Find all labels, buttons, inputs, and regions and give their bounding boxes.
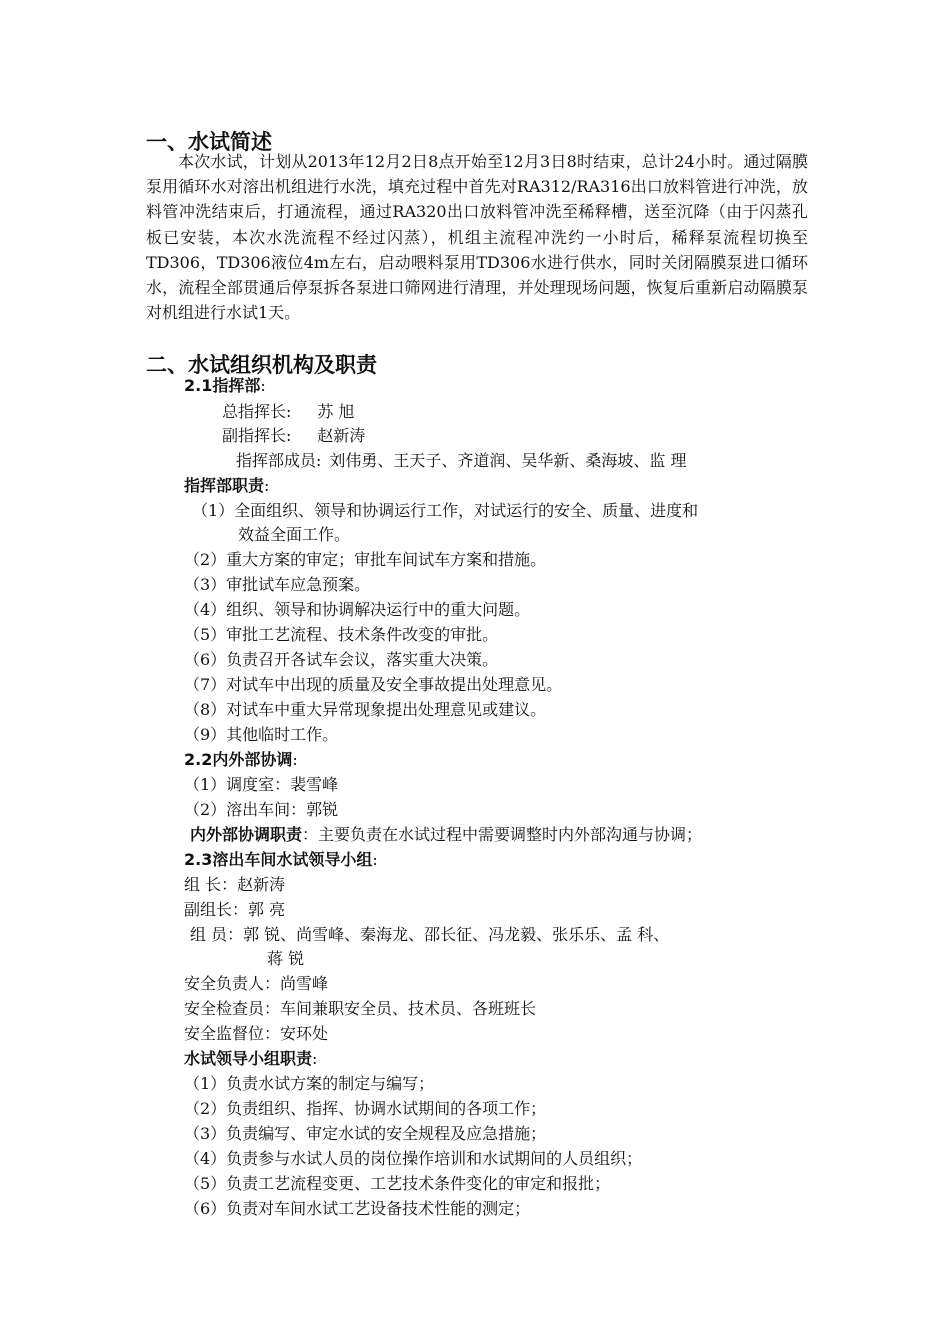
hq-duty-item: （5）审批工艺流程、技术条件改变的审批。 [184,625,499,644]
group-duty-item: （1）负责水试方案的制定与编写； [184,1074,435,1093]
hq-duty-item: （6）负责召开各试车会议，落实重大决策。 [184,650,499,669]
coordination-item: （1）调度室：裴雪峰 [184,775,339,794]
hq-duty-item: （1）全面组织、领导和协调运行工作，对试运行的安全、质量、进度和 [192,501,699,520]
subsection-2-2-title [184,750,298,770]
group-members-row: 组 员：郭 锐、尚雪峰、秦海龙、邵长征、冯龙毅、张乐乐、孟 科、 [190,925,670,944]
group-duty-item: （4）负责参与水试人员的岗位操作培训和水试期间的人员组织； [184,1149,643,1168]
hq-duties-colon: : [264,476,270,495]
hq-duties-title [184,476,269,496]
group-duty-item: （2）负责组织、指挥、协调水试期间的各项工作； [184,1099,547,1118]
group-duty-item: （5）负责工艺流程变更、工艺技术条件变化的审定和报批； [184,1174,611,1193]
subsection-2-1-colon: : [260,376,266,395]
subsection-2-2-title-text: 2.2内外部协调 [184,750,293,769]
chief-commander-row [222,402,355,422]
deputy-commander-label: 副指挥长: [222,426,292,445]
section-1-heading: 一、水试简述 [146,130,272,154]
deputy-commander-name: 赵新涛 [317,426,366,445]
coordination-duties-title: 内外部协调职责 [190,825,303,844]
hq-duties-title-text: 指挥部职责 [184,476,265,495]
subsection-2-1-title-text: 2.1指挥部 [184,376,261,395]
section-2-heading: 二、水试组织机构及职责 [146,353,377,377]
group-leader-row: 组 长：赵新涛 [184,875,286,894]
hq-duty-item: （4）组织、领导和协调解决运行中的重大问题。 [184,600,531,619]
hq-duty-item: （8）对试车中重大异常现象提出处理意见或建议。 [184,700,547,719]
coordination-duties-row [190,825,702,845]
hq-duty-item: 效益全面工作。 [238,525,351,544]
hq-duty-item: （7）对试车中出现的质量及安全事故提出处理意见。 [184,675,563,694]
chief-commander-name: 苏 旭 [317,402,355,421]
hq-members-list: 刘伟勇、王天子、齐道润、吴华新、桑海坡、监 理 [329,451,687,470]
subsection-2-3-title-text: 2.3溶出车间水试领导小组 [184,850,373,869]
coordination-item: （2）溶出车间：郭锐 [184,800,339,819]
chief-commander-label: 总指挥长: [222,402,292,421]
group-duty-item: （6）负责对车间水试工艺设备技术性能的测定； [184,1199,531,1218]
group-duties-colon: : [312,1049,318,1068]
group-duties-title [184,1049,317,1069]
hq-members-row [236,451,687,471]
subsection-2-2-colon: : [292,750,298,769]
group-deputy-row: 副组长：郭 亮 [184,900,286,919]
section-1-body: 本次水试，计划从2013年12月2日8点开始至12月3日8时结束，总计24小时。通过隔膜泵用循环水对溶出机组进行水洗，填充过程中首先对RA312/RA316出口放料管进行冲洗，放料管冲洗结束后，打通流程，通过RA320出口放料管冲洗至稀释槽，送至沉降（由于闪蒸孔板已安装，本次水洗流程不经过闪蒸），机组主流程冲洗约一小时后，稀释泵流程切换至TD306，TD306液位4m左右，启动喂料泵用TD306水进行供水，同时关闭隔膜泵进口循环水，流程全部贯通后停泵拆各泵进口筛网进行清理，并处理现场问题，恢复后重新启动隔膜泵对机组进行水试1天。 [146,152,808,323]
subsection-2-3-colon: : [372,850,378,869]
subsection-2-3-title [184,850,378,870]
group-duties-title-text: 水试领导小组职责 [184,1049,313,1068]
safety-head-row: 安全负责人：尚雪峰 [184,974,329,993]
hq-members-label: 指挥部成员: [236,451,322,470]
safety-supervisor-row: 安全监督位：安环处 [184,1024,329,1043]
deputy-commander-row [222,426,365,446]
safety-inspectors-row: 安全检查员：车间兼职安全员、技术员、各班班长 [184,999,537,1018]
hq-duty-item: （9）其他临时工作。 [184,725,339,744]
group-members-row-continued: 蒋 锐 [267,949,305,968]
hq-duty-item: （2）重大方案的审定；审批车间试车方案和措施。 [184,550,547,569]
coordination-duties-text: ：主要负责在水试过程中需要调整时内外部沟通与协调； [302,825,703,844]
group-duty-item: （3）负责编写、审定水试的安全规程及应急措施； [184,1124,547,1143]
hq-duty-item: （3）审批试车应急预案。 [184,575,371,594]
subsection-2-1-title [184,376,266,396]
